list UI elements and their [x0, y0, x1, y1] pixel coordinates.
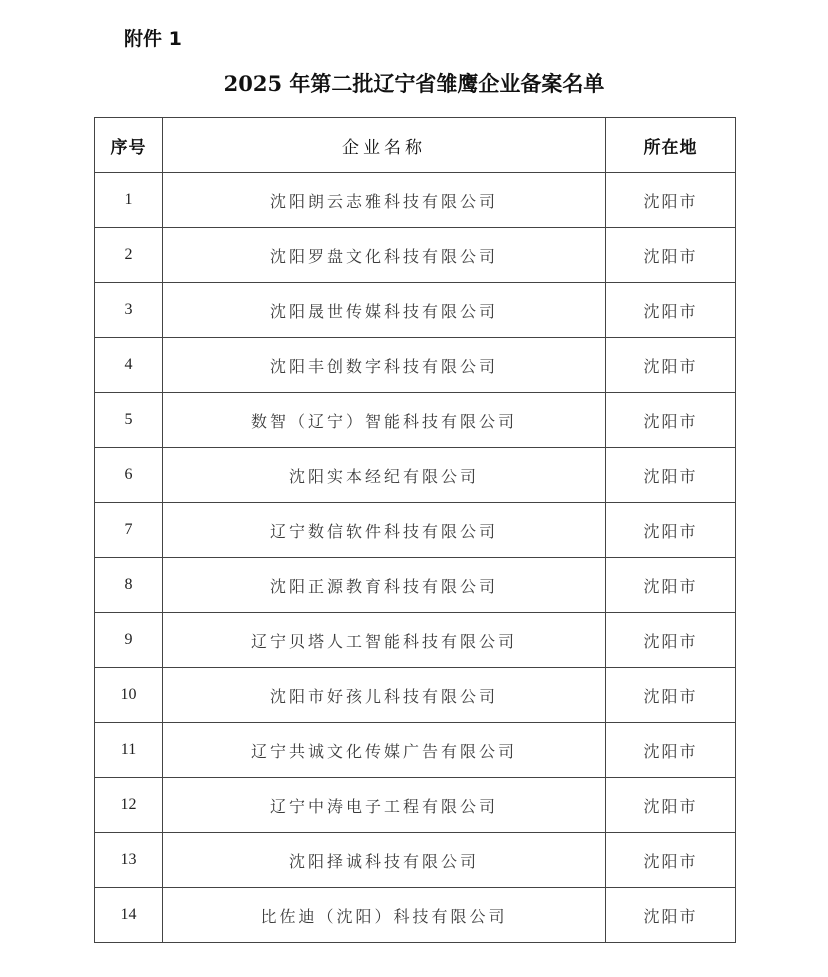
table-row	[95, 613, 736, 668]
row-seq: 14	[95, 888, 163, 943]
row-location: 沈阳市	[606, 558, 736, 613]
row-enterprise-name: 数智（辽宁）智能科技有限公司	[163, 393, 606, 448]
row-seq: 4	[95, 338, 163, 393]
row-location: 沈阳市	[606, 393, 736, 448]
row-location: 沈阳市	[606, 668, 736, 723]
table-row	[95, 228, 736, 283]
row-enterprise-name: 沈阳朗云志雅科技有限公司	[163, 173, 606, 228]
table-row	[95, 173, 736, 228]
row-location: 沈阳市	[606, 723, 736, 778]
header-seq: 序号	[95, 118, 163, 173]
table-row	[95, 283, 736, 338]
row-enterprise-name: 沈阳丰创数字科技有限公司	[163, 338, 606, 393]
row-seq: 11	[95, 723, 163, 778]
table-header-row	[95, 118, 736, 173]
table-row	[95, 778, 736, 833]
row-enterprise-name: 辽宁中涛电子工程有限公司	[163, 778, 606, 833]
row-seq: 6	[95, 448, 163, 503]
table-row	[95, 833, 736, 888]
table-row	[95, 393, 736, 448]
header-enterprise-name: 企业名称	[163, 118, 606, 173]
row-location: 沈阳市	[606, 173, 736, 228]
row-location: 沈阳市	[606, 283, 736, 338]
table-row	[95, 448, 736, 503]
row-seq: 2	[95, 228, 163, 283]
attachment-label: 附件 1	[124, 28, 182, 50]
table-row	[95, 503, 736, 558]
row-enterprise-name: 沈阳罗盘文化科技有限公司	[163, 228, 606, 283]
row-seq: 13	[95, 833, 163, 888]
row-seq: 1	[95, 173, 163, 228]
row-seq: 9	[95, 613, 163, 668]
row-enterprise-name: 比佐迪（沈阳）科技有限公司	[163, 888, 606, 943]
header-location: 所在地	[606, 118, 736, 173]
row-location: 沈阳市	[606, 448, 736, 503]
row-location: 沈阳市	[606, 833, 736, 888]
row-location: 沈阳市	[606, 888, 736, 943]
enterprise-list-table	[94, 117, 736, 943]
row-location: 沈阳市	[606, 778, 736, 833]
row-enterprise-name: 沈阳晟世传媒科技有限公司	[163, 283, 606, 338]
table-row	[95, 668, 736, 723]
row-seq: 10	[95, 668, 163, 723]
row-seq: 5	[95, 393, 163, 448]
row-location: 沈阳市	[606, 338, 736, 393]
row-seq: 3	[95, 283, 163, 338]
row-enterprise-name: 沈阳择诚科技有限公司	[163, 833, 606, 888]
row-enterprise-name: 辽宁共诚文化传媒广告有限公司	[163, 723, 606, 778]
table-row	[95, 558, 736, 613]
table-row	[95, 888, 736, 943]
row-location: 沈阳市	[606, 228, 736, 283]
row-enterprise-name: 沈阳实本经纪有限公司	[163, 448, 606, 503]
row-location: 沈阳市	[606, 613, 736, 668]
row-seq: 7	[95, 503, 163, 558]
row-enterprise-name: 辽宁贝塔人工智能科技有限公司	[163, 613, 606, 668]
table-row	[95, 723, 736, 778]
row-enterprise-name: 辽宁数信软件科技有限公司	[163, 503, 606, 558]
row-enterprise-name: 沈阳市好孩儿科技有限公司	[163, 668, 606, 723]
row-enterprise-name: 沈阳正源教育科技有限公司	[163, 558, 606, 613]
row-seq: 12	[95, 778, 163, 833]
row-location: 沈阳市	[606, 503, 736, 558]
document-title: 2025 年第二批辽宁省雏鹰企业备案名单	[223, 71, 605, 96]
row-seq: 8	[95, 558, 163, 613]
table-row	[95, 338, 736, 393]
